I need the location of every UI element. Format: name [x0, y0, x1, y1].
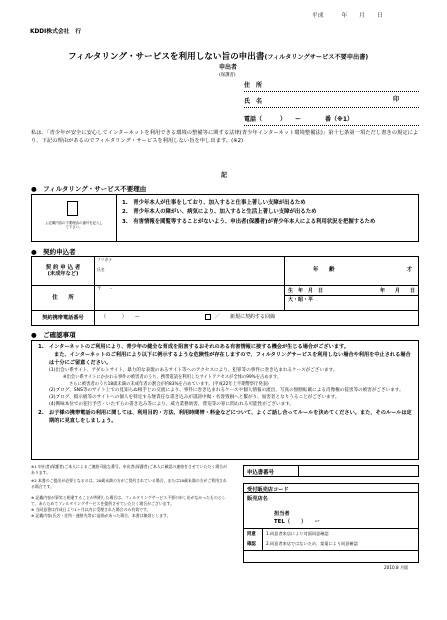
seal-mark: 印 — [393, 96, 400, 103]
agree-label: 同意 — [247, 532, 256, 537]
reason-number-note: よ記載内容の不要理由の番号を記入して下さい。 — [45, 221, 103, 230]
edition-footer: 2010.8 月版 — [384, 565, 409, 570]
contractor-label: 契 約 申 込 者 — [45, 264, 81, 271]
staff-label: 担当者 — [274, 511, 290, 517]
reason-number-box[interactable] — [67, 201, 78, 216]
new-line-checkbox[interactable] — [205, 314, 211, 320]
reason-list — [122, 200, 416, 226]
confirm-item-2: お子様の携帯電話の利用に関しては、利用目的・方法、利用時間帯・料金などについて、よくご話し合ってルールを決めてください。また、そのルールは定期的に見直しをしましょう。 — [49, 409, 412, 424]
birth-ymd: 年 月 日 — [379, 287, 415, 294]
agree-option-1[interactable]: 1.同意者来店により対面同意確認 — [266, 531, 329, 536]
ki-heading: 記 — [221, 172, 228, 179]
reason-item-2: 2. 青少年本人の障がい、病気により、加入すると生活上著しい支障が出るため — [122, 209, 317, 216]
confirm-point-note: ※出会い系サイトにかかわる事件の被害者のうち、携帯電話を利用したサイトアクセスが全体の99%を占めます。 — [63, 375, 282, 381]
note-5: ※ 記載内容(氏名・住所・連絡先等)に虚偽があった場合、本書は無効とします。 — [31, 513, 171, 519]
address-line — [244, 91, 419, 92]
shop-name-label: 販売店名 — [247, 496, 268, 502]
section-reason-heading: ● フィルタリング・サービス不要理由 — [31, 185, 147, 193]
confirm-item-1b: また、インターネットのご利用により以下に例示するような危険性が存在しますので、フィルタリングサービスを利用しない場合や利用を中止される場合は十分にご留意ください。 — [49, 351, 411, 366]
contract-phone-field[interactable]: （ ） ー — [101, 314, 140, 321]
intro-text: 私は、「青少年が安全に安心してインターネットを利用できる環境の整備等に関する法律(青少年インターネット環境整備法)」第十七条第一項ただし書きの規定により、下記の理由があるのでフィルタリング・サービスを利用しない旨を申し出ます。(※2) — [31, 130, 419, 145]
confirm-item-1-num: 1. — [38, 344, 44, 350]
confirm-item-1: インターネットのご利用により、青少年の健全な育成を阻害するおそれのある有害情報に接する機会が生じる場合がございます。 — [49, 344, 349, 350]
reason-item-1: 1. 青少年本人が仕事をしており、加入すると仕事上著しい支障が出るため — [122, 200, 306, 206]
confirm-point-note-2: さらに被害者のうち18歳未満の未成年者の割合が約83%を占めています。(平成22年上半期警察庁発表) — [69, 381, 269, 387]
confirm-point-1: (1)出会い系サイト、アダルトサイト、暴力的な表現のあるサイト等へのアクセスにより、犯罪等の事件に巻き込まれるケースがございます。 — [49, 368, 338, 374]
receipt-number-box — [243, 465, 419, 477]
contract-phone-label: 契約携帯電話番号 — [42, 315, 84, 322]
page-subtitle: (フィルタリングサービス不要申出書) — [264, 54, 369, 61]
furigana-label: フリガナ — [97, 257, 112, 262]
contractor-table — [31, 256, 419, 326]
confirm-point-3: (3)ブログ、掲示板等のサイトへの個人を特定する無責任な書き込みが誹謗中傷・名誉毀損へと繋がり、加害者となりうることがございます。 — [49, 395, 340, 401]
confirm-point-4: (4)興味本位での犯行予告・いたずらの書き込み等により、威力業務妨害、脅迫等の罪に問われる可能性がございます。 — [49, 401, 295, 407]
addressee: KDDI株式会社 行 — [30, 29, 82, 35]
note-3: ※ 記載内容が事実と相違することが判明した場合は、フィルタリングサービス不要の申し出がなかったものとして、あらためてフィルタリングサービスを提供させていただく場合がございます。 — [31, 495, 226, 507]
shop-tel: TEL（ ） ー — [274, 519, 320, 525]
notes-block — [31, 464, 227, 519]
reason-item-3: 3. 有害情報を閲覧等することがないよう、申出者(保護者)が青少年本人による利用状況を把握するため — [122, 218, 376, 225]
contractor-name-field[interactable]: 氏名 — [97, 266, 105, 272]
confirm-label: 確認 — [247, 542, 256, 547]
postal-field[interactable]: 〒 - — [97, 287, 112, 293]
guardian-label: (保護者) — [219, 73, 236, 78]
birth-era: 大・昭・平 — [288, 296, 314, 303]
note-1: ※1 申出者(保護者)ご本人によるご連絡可能な番号。申出者(保護者)ご本人に確認の連絡をさせていただく場合があります。 — [31, 464, 227, 476]
birth-label: 生 年 月 日 — [288, 287, 324, 294]
contractor-age-note: (未成年など) — [47, 271, 79, 278]
note-2: ※2 本書のご提出が必要となるのは、20歳未満の方がご契約されている場合、または20歳未満の方がご利用される場合です。 — [31, 478, 227, 490]
confirm-point-2: (2)ブログ、SNS等のサイト上での見知らぬ相手との交流により、事件に巻き込まれるケースや個人情報の流出、写真の無断転載による肖像権の侵害等の被害がございます。 — [49, 388, 404, 394]
reason-frame — [31, 194, 419, 242]
section-contractor-heading: ● 契約申込者 — [31, 248, 76, 256]
name-line — [244, 107, 419, 108]
confirm-item-2-num: 2. — [38, 409, 44, 416]
date-line: 平成 年 月 日 — [312, 13, 383, 19]
section-confirm-heading: ● ご確認事項 — [31, 331, 76, 339]
applicant-label: 申出者 — [219, 64, 238, 71]
note-4: ※ 当同意書は作成日より1ヶ月以内に受理された場合のみ有効です。 — [31, 507, 151, 513]
new-line-label: ／ 新規に契約する回線 — [215, 314, 276, 321]
title-row — [68, 44, 368, 63]
shop-box — [243, 483, 419, 563]
applicant-phone-label: 電話（ ） ー 番（※1） — [244, 116, 354, 123]
applicant-address-label: 住 所 — [244, 82, 263, 89]
phone-line — [244, 125, 419, 126]
confirm-frame — [31, 340, 419, 460]
contractor-address-label: 住 所 — [52, 295, 74, 302]
age-label: 年 齢 — [313, 267, 335, 273]
shop-code-label: 受付販売店コード — [247, 486, 289, 493]
reason-divider — [116, 195, 117, 242]
applicant-name-label: 氏 名 — [244, 98, 263, 105]
agree-option-2[interactable]: 2.同意者来店ではないため、架電により同意確認 — [266, 541, 358, 546]
page-title: フィルタリング・サービスを利用しない旨の申出書 — [68, 52, 265, 62]
receipt-number-label: 申込書番号 — [247, 470, 274, 476]
age-unit: 才 — [406, 267, 412, 273]
